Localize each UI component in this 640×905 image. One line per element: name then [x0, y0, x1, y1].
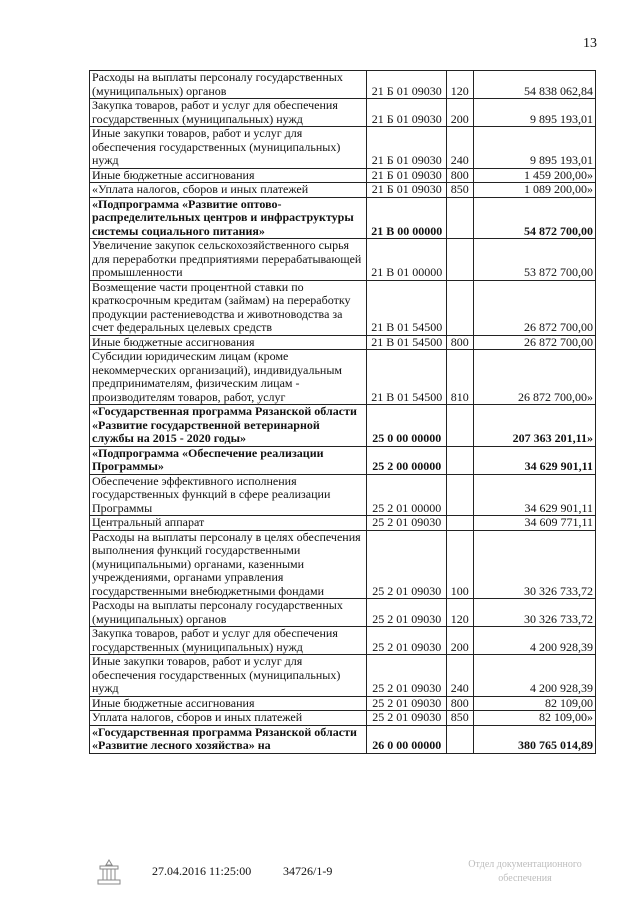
row-name-cell: Субсидии юридическим лицам (кроме некоммерческих организаций), индивидуальным предпринимателям, физическим лицам - производителям товаров, работ, услуг — [90, 350, 367, 405]
budget-table — [89, 70, 596, 754]
row-type-cell — [447, 197, 474, 239]
row-name-cell: Обеспечение эффективного исполнения государственных функций в сфере реализации Программы — [90, 474, 367, 516]
row-name-cell: Возмещение части процентной ставки по краткосрочным кредитам (займам) на переработку продукции растениеводства и животноводства за счет федеральных целевых средств — [90, 280, 367, 335]
row-code-cell: 25 2 01 00000 — [367, 474, 447, 516]
row-type-cell: 240 — [447, 127, 474, 169]
row-type-cell: 200 — [447, 627, 474, 655]
row-name-cell: Увеличение закупок сельскохозяйственного сырья для переработки предприятиями перерабатывающей промышленности — [90, 239, 367, 281]
row-code-cell: 21 В 01 54500 — [367, 350, 447, 405]
row-amount-cell: 4 200 928,39 — [473, 655, 595, 697]
row-name-cell: «Уплата налогов, сборов и иных платежей — [90, 183, 367, 198]
row-amount-cell: 30 326 733,72 — [473, 599, 595, 627]
table-row — [90, 127, 596, 169]
table-row — [90, 711, 596, 726]
table-row — [90, 627, 596, 655]
row-amount-cell: 26 872 700,00 — [473, 335, 595, 350]
table-row — [90, 335, 596, 350]
watermark-line2: обеспечения — [498, 873, 552, 884]
row-name-cell: Уплата налогов, сборов и иных платежей — [90, 711, 367, 726]
table-row — [90, 474, 596, 516]
row-name-cell: «Государственная программа Рязанской области «Развитие государственной ветеринарной службы на 2015 - 2020 годы» — [90, 405, 367, 447]
table-row — [90, 197, 596, 239]
table-row — [90, 71, 596, 99]
row-code-cell: 21 Б 01 09030 — [367, 71, 447, 99]
row-amount-cell: 1 459 200,00» — [473, 168, 595, 183]
watermark-line1: Отдел документационного — [468, 859, 582, 870]
row-amount-cell: 26 872 700,00 — [473, 280, 595, 335]
page-number: 13 — [583, 36, 597, 51]
row-type-cell: 810 — [447, 350, 474, 405]
row-amount-cell: 34 629 901,11 — [473, 446, 595, 474]
table-row — [90, 655, 596, 697]
row-name-cell: «Государственная программа Рязанской области «Развитие лесного хозяйства» на — [90, 725, 367, 753]
row-name-cell: Закупка товаров, работ и услуг для обеспечения государственных (муниципальных) нужд — [90, 627, 367, 655]
table-row — [90, 99, 596, 127]
row-amount-cell: 9 895 193,01 — [473, 127, 595, 169]
row-code-cell: 21 Б 01 09030 — [367, 99, 447, 127]
row-code-cell: 21 В 01 54500 — [367, 335, 447, 350]
row-amount-cell: 1 089 200,00» — [473, 183, 595, 198]
row-type-cell: 850 — [447, 711, 474, 726]
row-code-cell: 21 В 00 00000 — [367, 197, 447, 239]
row-code-cell: 25 2 01 09030 — [367, 516, 447, 531]
row-name-cell: Расходы на выплаты персоналу в целях обеспечения выполнения функций государственными (муниципальными) органами, казенными учреждениями, органами управления государственными внебюджетными фондами — [90, 530, 367, 599]
row-type-cell: 120 — [447, 71, 474, 99]
row-code-cell: 25 2 01 09030 — [367, 599, 447, 627]
row-type-cell: 240 — [447, 655, 474, 697]
table-row — [90, 239, 596, 281]
table-row — [90, 696, 596, 711]
row-type-cell: 800 — [447, 335, 474, 350]
row-amount-cell: 26 872 700,00» — [473, 350, 595, 405]
footer — [0, 858, 640, 898]
row-name-cell: Иные бюджетные ассигнования — [90, 335, 367, 350]
table-row — [90, 446, 596, 474]
row-type-cell — [447, 405, 474, 447]
row-code-cell: 25 2 01 09030 — [367, 530, 447, 599]
watermark — [450, 858, 600, 886]
table-row — [90, 183, 596, 198]
table-row — [90, 405, 596, 447]
row-code-cell: 25 2 00 00000 — [367, 446, 447, 474]
row-type-cell: 800 — [447, 696, 474, 711]
row-amount-cell: 54 872 700,00 — [473, 197, 595, 239]
row-type-cell — [447, 446, 474, 474]
table-row — [90, 516, 596, 531]
table-row — [90, 530, 596, 599]
row-type-cell: 850 — [447, 183, 474, 198]
row-code-cell: 21 В 01 54500 — [367, 280, 447, 335]
seal-icon — [96, 858, 122, 888]
row-code-cell: 21 Б 01 09030 — [367, 127, 447, 169]
row-code-cell: 25 2 01 09030 — [367, 696, 447, 711]
footer-datetime: 27.04.2016 11:25:00 — [152, 864, 252, 878]
row-name-cell: «Подпрограмма «Обеспечение реализации Программы» — [90, 446, 367, 474]
row-type-cell — [447, 474, 474, 516]
row-type-cell — [447, 280, 474, 335]
row-name-cell: Иные закупки товаров, работ и услуг для обеспечения государственных (муниципальных) нужд — [90, 655, 367, 697]
row-name-cell: Иные бюджетные ассигнования — [90, 696, 367, 711]
row-code-cell: 21 В 01 00000 — [367, 239, 447, 281]
footer-doc-number: 34726/1-9 — [283, 864, 333, 878]
row-name-cell: «Подпрограмма «Развитие оптово-распределительных центров и инфраструктуры системы социального питания» — [90, 197, 367, 239]
row-type-cell — [447, 516, 474, 531]
row-type-cell: 100 — [447, 530, 474, 599]
row-amount-cell: 34 629 901,11 — [473, 474, 595, 516]
row-code-cell: 25 2 01 09030 — [367, 627, 447, 655]
row-amount-cell: 34 609 771,11 — [473, 516, 595, 531]
row-name-cell: Иные закупки товаров, работ и услуг для обеспечения государственных (муниципальных) нужд — [90, 127, 367, 169]
row-type-cell — [447, 725, 474, 753]
row-amount-cell: 380 765 014,89 — [473, 725, 595, 753]
row-code-cell: 21 Б 01 09030 — [367, 183, 447, 198]
row-code-cell: 25 0 00 00000 — [367, 405, 447, 447]
row-amount-cell: 30 326 733,72 — [473, 530, 595, 599]
row-name-cell: Расходы на выплаты персоналу государственных (муниципальных) органов — [90, 71, 367, 99]
row-amount-cell: 82 109,00» — [473, 711, 595, 726]
row-amount-cell: 207 363 201,11» — [473, 405, 595, 447]
row-type-cell: 120 — [447, 599, 474, 627]
table-body — [90, 71, 596, 754]
row-type-cell — [447, 239, 474, 281]
table-row — [90, 168, 596, 183]
row-amount-cell: 9 895 193,01 — [473, 99, 595, 127]
row-name-cell: Иные бюджетные ассигнования — [90, 168, 367, 183]
row-code-cell: 25 2 01 09030 — [367, 655, 447, 697]
table-row — [90, 280, 596, 335]
table-row — [90, 350, 596, 405]
row-name-cell: Закупка товаров, работ и услуг для обеспечения государственных (муниципальных) нужд — [90, 99, 367, 127]
table-row — [90, 599, 596, 627]
row-amount-cell: 53 872 700,00 — [473, 239, 595, 281]
row-code-cell: 26 0 00 00000 — [367, 725, 447, 753]
row-name-cell: Расходы на выплаты персоналу государственных (муниципальных) органов — [90, 599, 367, 627]
row-code-cell: 25 2 01 09030 — [367, 711, 447, 726]
row-name-cell: Центральный аппарат — [90, 516, 367, 531]
row-type-cell: 200 — [447, 99, 474, 127]
table-row — [90, 725, 596, 753]
row-amount-cell: 4 200 928,39 — [473, 627, 595, 655]
row-code-cell: 21 Б 01 09030 — [367, 168, 447, 183]
row-amount-cell: 82 109,00 — [473, 696, 595, 711]
row-amount-cell: 54 838 062,84 — [473, 71, 595, 99]
row-type-cell: 800 — [447, 168, 474, 183]
